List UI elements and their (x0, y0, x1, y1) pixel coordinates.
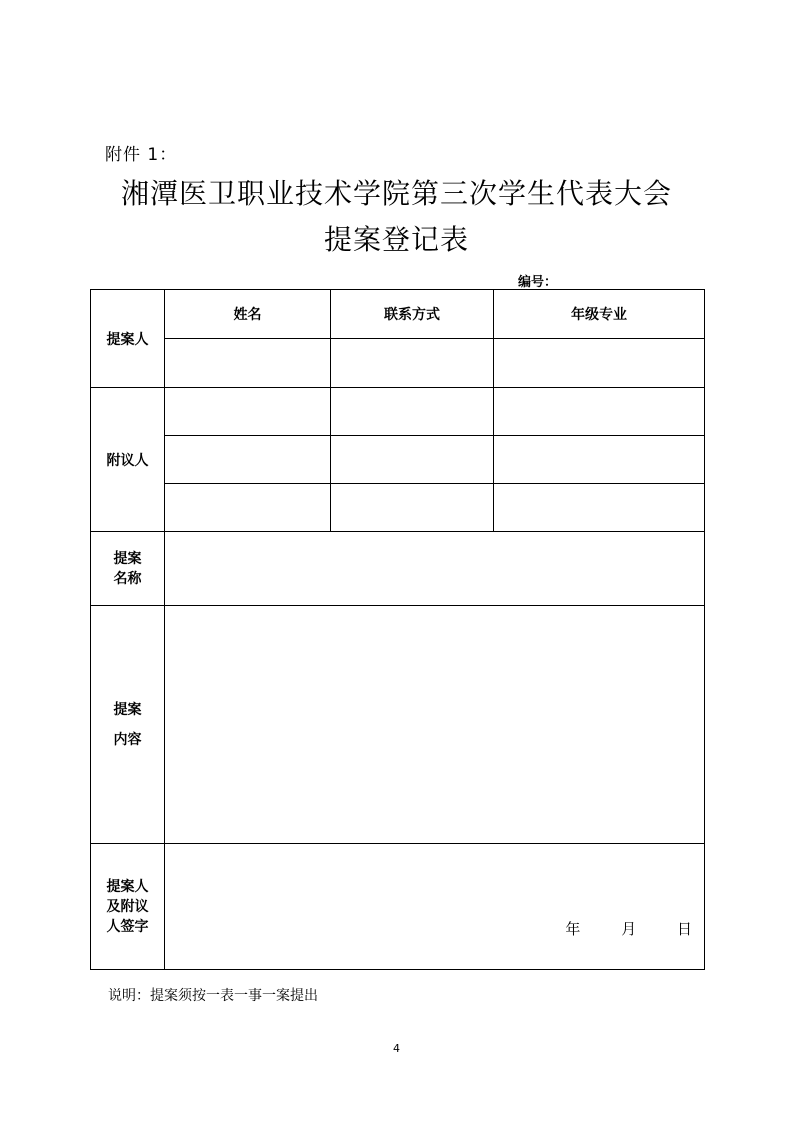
proposal-content-label (91, 606, 165, 844)
header-grade-major: 年级专业 (494, 290, 705, 339)
cosigner-grade-cell[interactable] (494, 484, 705, 532)
cosigner-label: 附议人 (91, 388, 165, 532)
signature-label-line: 提案人 (106, 878, 149, 895)
attachment-label: 附件 1： (105, 145, 178, 165)
proposal-form-table (90, 289, 705, 970)
proposal-title-label-line: 名称 (113, 570, 142, 587)
header-name: 姓名 (165, 290, 331, 339)
signature-label (91, 844, 165, 970)
header-contact: 联系方式 (331, 290, 494, 339)
proposal-content-label-line: 内容 (113, 731, 142, 748)
signature-label-line: 人签字 (106, 918, 149, 935)
page-number: 4 (393, 1042, 400, 1055)
proposer-grade-cell[interactable] (494, 339, 705, 388)
cosigner-name-cell[interactable] (165, 388, 331, 436)
date-year-label: 年 (565, 920, 581, 938)
document-title: 湘潭医卫职业技术学院第三次学生代表大会 (120, 177, 672, 210)
proposal-title-cell[interactable] (165, 532, 705, 606)
signature-label-line: 及附议 (106, 898, 149, 915)
proposal-content-cell[interactable] (165, 606, 705, 844)
cosigner-contact-cell[interactable] (331, 388, 494, 436)
document-subtitle: 提案登记表 (323, 223, 469, 256)
footnote: 说明：提案须按一表一事一案提出 (108, 988, 318, 1004)
number-label: 编号： (518, 275, 558, 290)
date-month-label: 月 (621, 920, 637, 938)
proposal-title-label (91, 532, 165, 606)
cosigner-name-cell[interactable] (165, 436, 331, 484)
proposer-label: 提案人 (91, 290, 165, 388)
signature-cell[interactable] (165, 844, 705, 970)
cosigner-grade-cell[interactable] (494, 436, 705, 484)
proposal-title-label-line: 提案 (113, 550, 142, 567)
proposer-contact-cell[interactable] (331, 339, 494, 388)
date-day-label: 日 (676, 920, 692, 938)
cosigner-contact-cell[interactable] (331, 484, 494, 532)
cosigner-contact-cell[interactable] (331, 436, 494, 484)
cosigner-name-cell[interactable] (165, 484, 331, 532)
proposer-name-cell[interactable] (165, 339, 331, 388)
signature-date (565, 918, 692, 939)
cosigner-grade-cell[interactable] (494, 388, 705, 436)
proposal-content-label-line: 提案 (113, 701, 142, 718)
